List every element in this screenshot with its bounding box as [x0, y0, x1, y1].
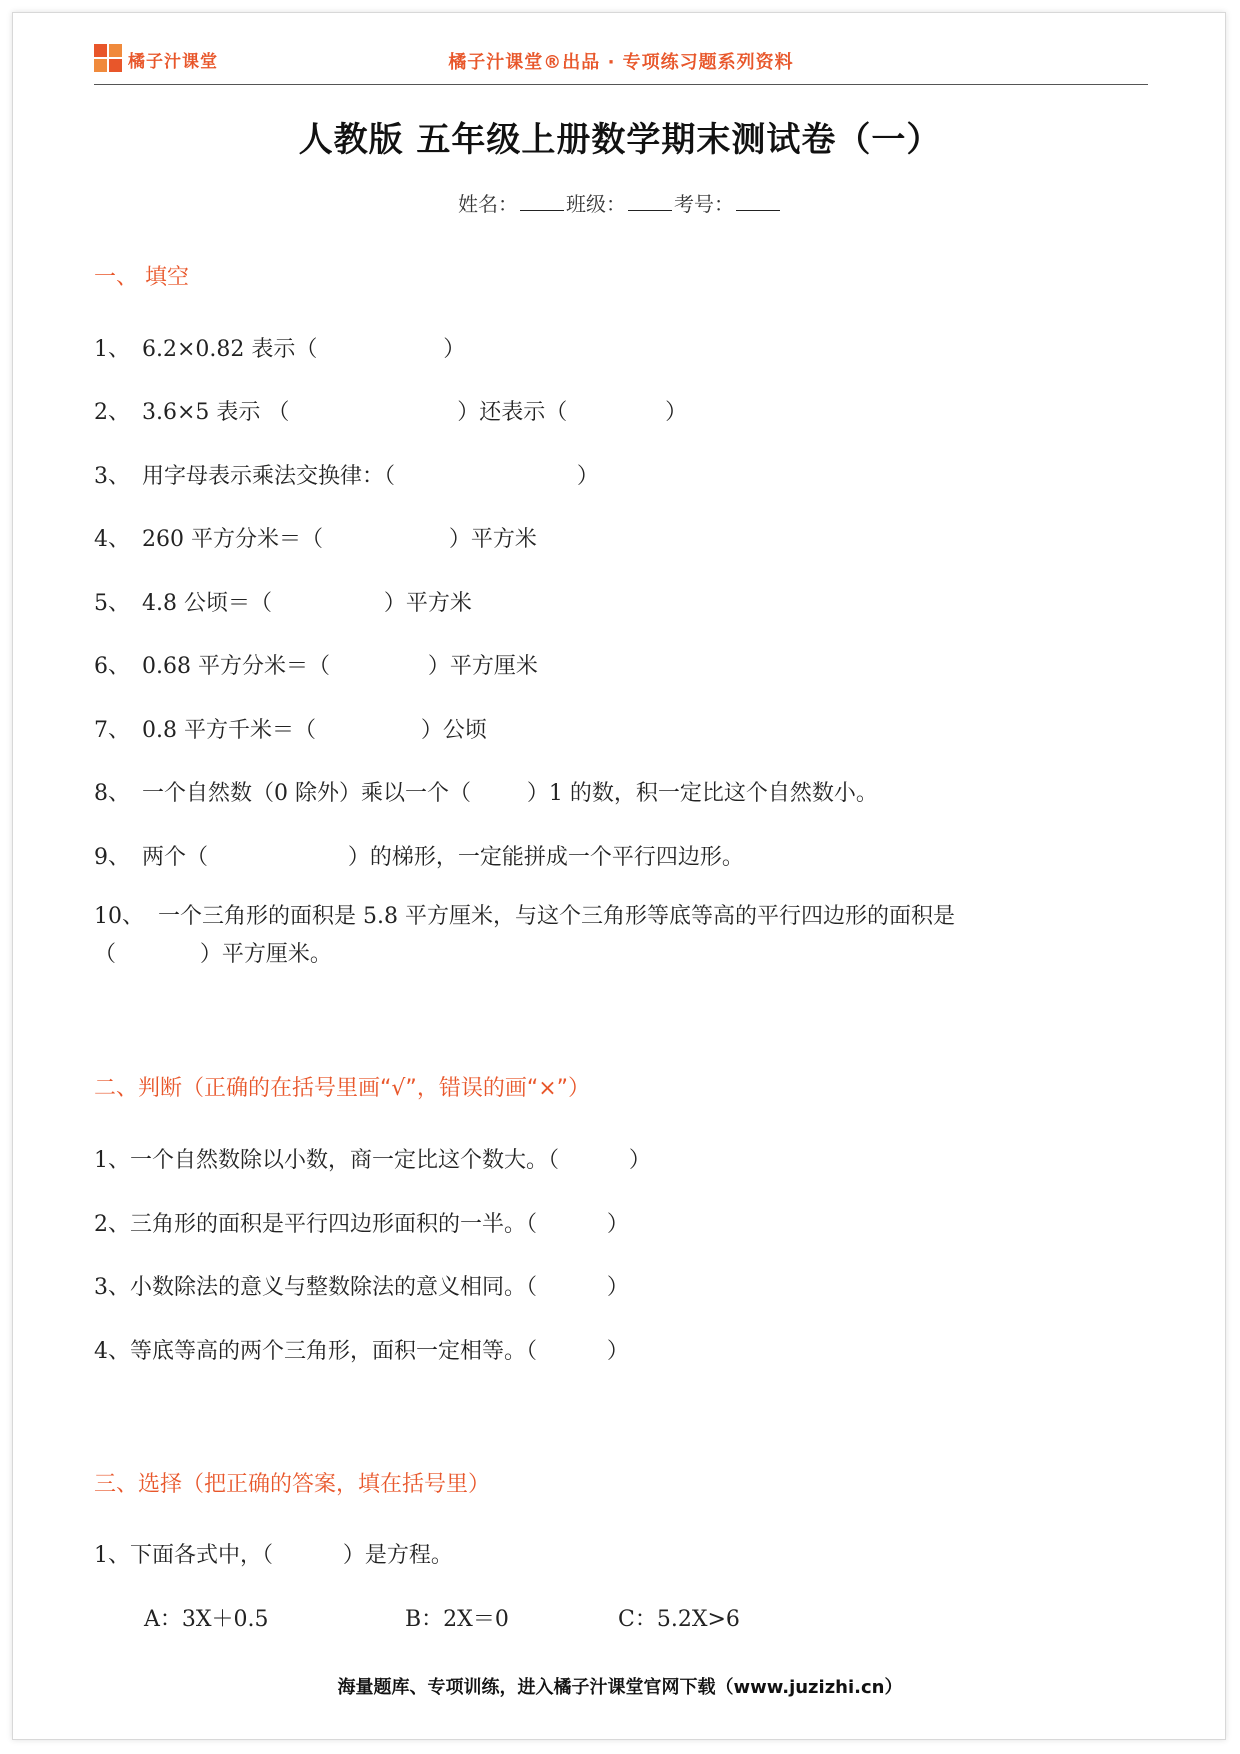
question-text: 用字母表示乘法交换律：（ ） [142, 464, 599, 489]
question-text: 3.6×5 表示 （ ）还表示（ ） [142, 400, 688, 425]
fill-question-4 [94, 522, 537, 553]
logo-text: 橘子汁课堂 [128, 51, 218, 72]
name-blank [520, 210, 564, 211]
question-number: 6、 [94, 654, 130, 679]
document-title: 人教版 五年级上册数学期末测试卷（一） [298, 120, 942, 160]
judge-question-4: 4、等底等高的两个三角形，面积一定相等。（ ） [94, 1339, 629, 1364]
fill-question-6 [94, 649, 538, 680]
fill-question-3 [94, 459, 599, 490]
page-header [94, 40, 1148, 86]
name-label: 姓名： [458, 192, 518, 216]
question-number: 7、 [94, 718, 130, 743]
class-label: 班级： [566, 192, 626, 216]
question-text: 两个（ ）的梯形，一定能拼成一个平行四边形。 [142, 845, 744, 870]
section-3-title: 三、选择（把正确的答案，填在括号里） [94, 1472, 491, 1497]
section-2-title: 二、判断（正确的在括号里画“√”，错误的画“×”） [94, 1076, 591, 1101]
question-number: 1、 [94, 337, 130, 362]
question-number: 3、 [94, 464, 130, 489]
question-text: 6.2×0.82 表示（ ） [142, 337, 466, 362]
question-text-continued: （ ）平方厘米。 [94, 942, 332, 967]
fill-question-2 [94, 395, 687, 426]
header-divider [94, 84, 1148, 85]
question-number: 4、 [94, 527, 130, 552]
section-1-title: 一、 填空 [94, 265, 189, 290]
question-number: 9、 [94, 845, 130, 870]
judge-question-1: 1、一个自然数除以小数，商一定比这个数大。（ ） [94, 1148, 651, 1173]
question-text: 一个自然数（0 除外）乘以一个（ ）1 的数，积一定比这个自然数小。 [142, 781, 878, 806]
question-text: 0.68 平方分米＝（ ）平方厘米 [142, 654, 538, 679]
fill-question-9 [94, 840, 744, 871]
question-number: 8、 [94, 781, 130, 806]
question-number: 2、 [94, 400, 130, 425]
student-info-line [0, 188, 1240, 217]
question-text: 260 平方分米＝（ ）平方米 [142, 527, 537, 552]
fill-question-1 [94, 332, 465, 363]
id-label: 考号： [674, 192, 734, 216]
header-tagline: 橘子汁课堂®出品 · 专项练习题系列资料 [448, 52, 794, 73]
choice-option-b: B：2X＝0 [405, 1607, 509, 1632]
class-blank [628, 210, 672, 211]
choice-question-1: 1、下面各式中，（ ）是方程。 [94, 1543, 453, 1568]
fill-question-8 [94, 776, 878, 807]
id-blank [736, 210, 780, 211]
question-text: 一个三角形的面积是 5.8 平方厘米，与这个三角形等底等高的平行四边形的面积是 [158, 904, 955, 929]
question-text: 4.8 公顷＝（ ）平方米 [142, 591, 472, 616]
page-footer: 海量题库、专项训练，进入橘子汁课堂官网下载（www.juzizhi.cn） [337, 1677, 903, 1698]
fill-question-5 [94, 586, 472, 617]
question-number: 5、 [94, 591, 130, 616]
fill-question-10 [94, 898, 1094, 974]
judge-question-2: 2、三角形的面积是平行四边形面积的一半。（ ） [94, 1212, 629, 1237]
choice-option-a: A：3X＋0.5 [144, 1607, 269, 1632]
judge-question-3: 3、小数除法的意义与整数除法的意义相同。（ ） [94, 1275, 629, 1300]
question-text: 0.8 平方千米＝（ ）公顷 [142, 718, 487, 743]
fill-question-7 [94, 713, 487, 744]
choice-option-c: C：5.2X>6 [618, 1607, 740, 1632]
question-number: 10、 [94, 904, 144, 929]
